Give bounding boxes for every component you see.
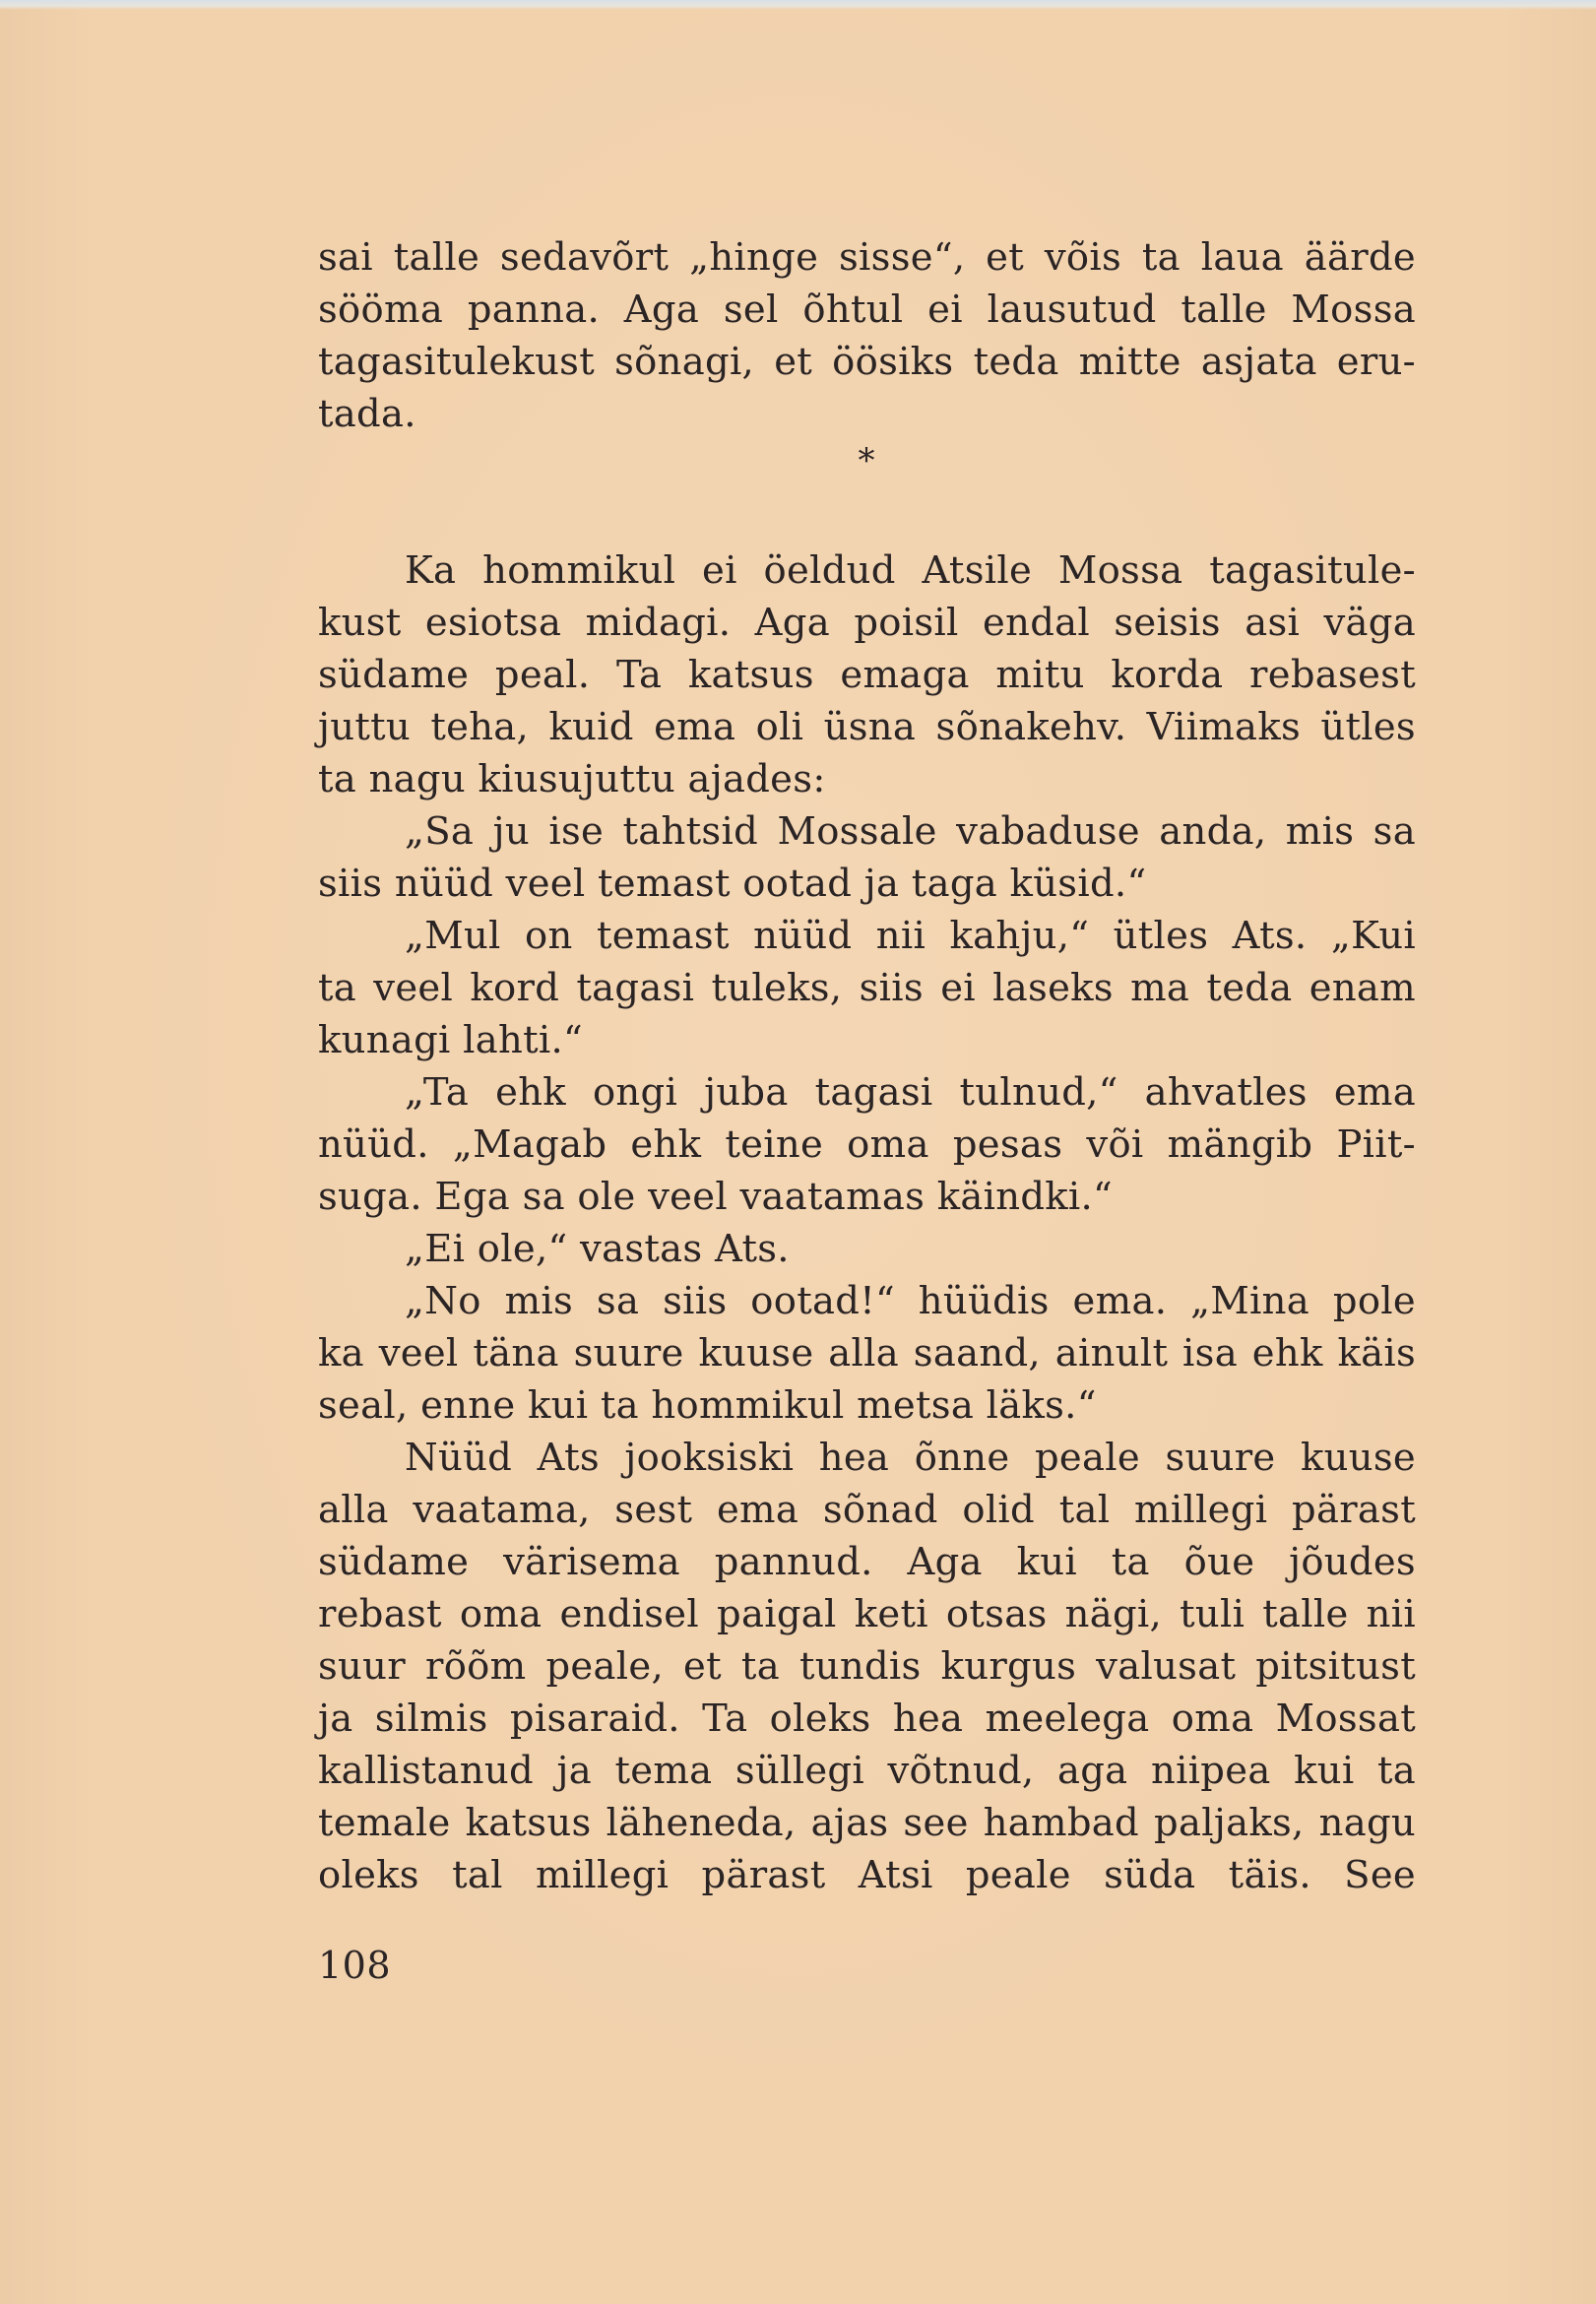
text-line: „Ta ehk ongi juba tagasi tulnud,“ ahvatles ema [405, 1070, 1416, 1115]
section-separator: * [858, 441, 875, 480]
text-line: ta nagu kiusujuttu ajades: [318, 757, 826, 801]
text-line: ka veel täna suure kuuse alla saand, ainult isa ehk käis [318, 1331, 1416, 1376]
text-line: alla vaatama, sest ema sõnad olid tal millegi pärast [318, 1488, 1416, 1532]
text-line: temale katsus läheneda, ajas see hambad paljaks, nagu [318, 1801, 1416, 1845]
text-line: seal, enne kui ta hommikul metsa läks.“ [318, 1383, 1097, 1428]
text-line: Ka hommikul ei öeldud Atsile Mossa tagasitule- [405, 548, 1416, 593]
text-line: kallistanud ja tema süllegi võtnud, aga niipea kui ta [318, 1749, 1416, 1793]
text-line: suur rõõm peale, et ta tundis kurgus valusat pitsitust [318, 1644, 1416, 1689]
text-line: suga. Ega sa ole veel vaatamas käindki.“ [318, 1175, 1114, 1219]
text-line: kunagi lahti.“ [318, 1018, 584, 1062]
text-line: „No mis sa siis ootad!“ hüüdis ema. „Mina pole [405, 1279, 1416, 1323]
text-line: tada. [318, 392, 416, 436]
text-line: sai talle sedavõrt „hinge sisse“, et võis ta laua äärde [318, 235, 1416, 280]
text-line: nüüd. „Magab ehk teine oma pesas või mängib Piit- [318, 1122, 1416, 1167]
text-line: südame peal. Ta katsus emaga mitu korda rebasest [318, 653, 1416, 697]
page-number: 108 [318, 1944, 392, 1987]
text-line: südame värisema pannud. Aga kui ta õue jõudes [318, 1540, 1416, 1584]
text-line: kust esiotsa midagi. Aga poisil endal seisis asi väga [318, 601, 1416, 645]
text-line: tagasitulekust sõnagi, et öösiks teda mitte asjata eru- [318, 340, 1416, 384]
text-line: „Ei ole,“ vastas Ats. [405, 1227, 790, 1271]
text-line: „Sa ju ise tahtsid Mossale vabaduse anda, mis sa [405, 809, 1416, 854]
text-line: juttu teha, kuid ema oli üsna sõnakehv. Viimaks ütles [318, 705, 1416, 749]
text-line: „Mul on temast nüüd nii kahju,“ ütles Ats. „Kui [405, 914, 1416, 958]
text-line: rebast oma endisel paigal keti otsas nägi, tuli talle nii [318, 1592, 1416, 1636]
text-line: siis nüüd veel temast ootad ja taga küsid.“ [318, 862, 1147, 906]
text-line: ta veel kord tagasi tuleks, siis ei laseks ma teda enam [318, 966, 1416, 1010]
text-line: oleks tal millegi pärast Atsi peale süda täis. See [318, 1853, 1416, 1897]
text-line: sööma panna. Aga sel õhtul ei lausutud talle Mossa [318, 288, 1416, 332]
text-line: Nüüd Ats jooksiski hea õnne peale suure kuuse [405, 1436, 1416, 1480]
scan-top-edge [0, 0, 1596, 10]
text-line: ja silmis pisaraid. Ta oleks hea meelega oma Mossat [318, 1696, 1416, 1741]
